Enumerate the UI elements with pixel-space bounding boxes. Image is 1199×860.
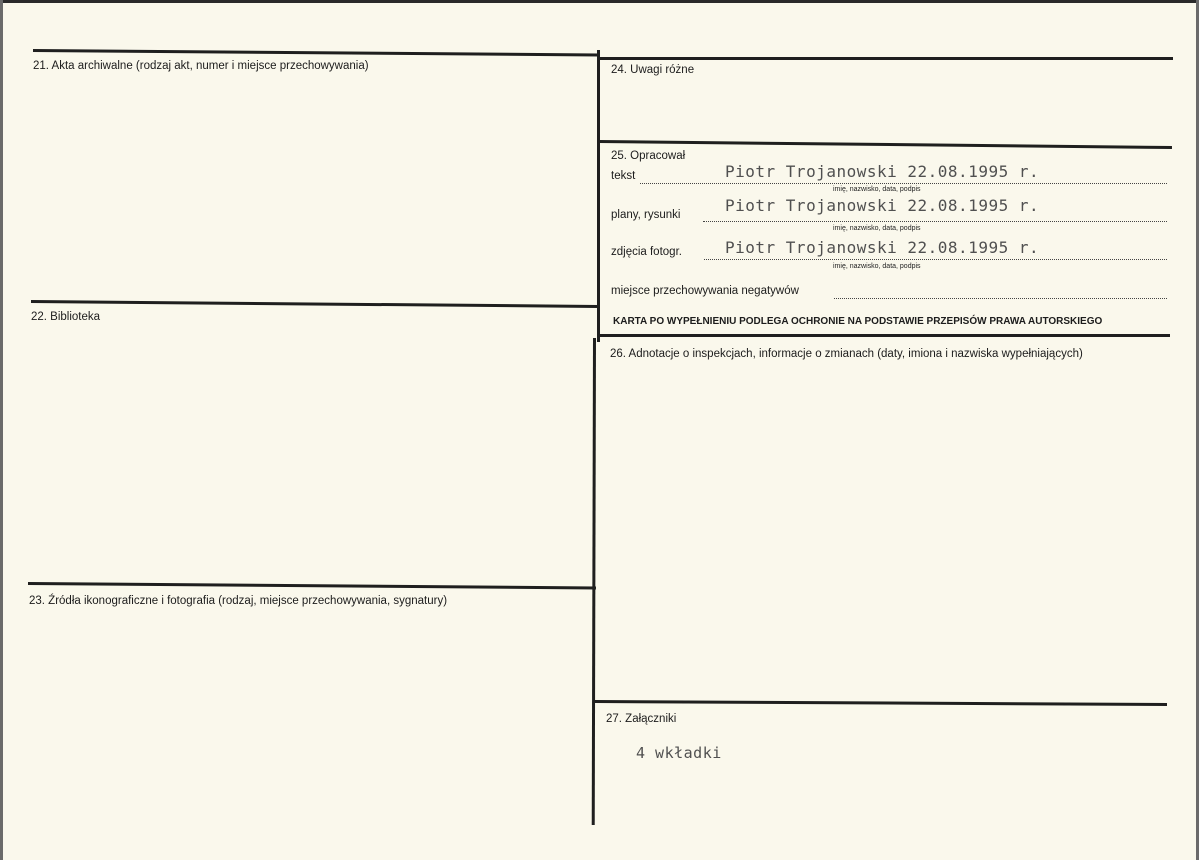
top-rule	[33, 49, 599, 56]
rule-21-22	[31, 300, 598, 308]
rule-22-23	[28, 582, 596, 589]
negatives-line	[834, 298, 1167, 299]
photos-row-value: Piotr Trojanowski 22.08.1995 r.	[725, 238, 1040, 257]
rule-26-27	[595, 700, 1167, 706]
text-row-caption: imię, nazwisko, data, podpis	[833, 186, 921, 193]
text-row-line	[640, 183, 1167, 184]
card-top-edge	[0, 0, 1199, 3]
section-22-label: 22. Biblioteka	[31, 311, 101, 323]
center-divider-lower	[592, 338, 596, 825]
plans-row-line	[703, 221, 1167, 222]
center-divider	[597, 50, 600, 342]
section-24-label: 24. Uwagi różne	[611, 64, 695, 76]
plans-row-label: plany, rysunki	[611, 209, 681, 221]
section-27-label: 27. Załączniki	[606, 713, 677, 725]
card-left-edge	[0, 0, 3, 860]
section-21-label: 21. Akta archiwalne (rodzaj akt, numer i miejsce przechowywania)	[33, 60, 369, 72]
section-23-label: 23. Źródła ikonograficzne i fotografia (rodzaj, miejsce przechowywania, sygnatury)	[29, 595, 448, 607]
rule-24-25	[598, 140, 1172, 149]
top-rule-right	[598, 57, 1173, 60]
photos-row-caption: imię, nazwisko, data, podpis	[833, 263, 921, 270]
photos-row-label: zdjęcia fotogr.	[611, 246, 682, 258]
copyright-notice: KARTA PO WYPEŁNIENIU PODLEGA OCHRONIE NA PODSTAWIE PRZEPISÓW PRAWA AUTORSKIEGO	[613, 316, 1103, 327]
text-row-label: tekst	[611, 170, 636, 182]
plans-row-caption: imię, nazwisko, data, podpis	[833, 225, 921, 232]
attachments-value: 4 wkładki	[636, 744, 722, 762]
rule-25-26	[598, 334, 1170, 337]
photos-row-line	[704, 259, 1167, 260]
text-row-value: Piotr Trojanowski 22.08.1995 r.	[725, 162, 1040, 181]
plans-row-value: Piotr Trojanowski 22.08.1995 r.	[725, 196, 1040, 215]
section-25-label: 25. Opracował	[611, 150, 686, 162]
section-26-label: 26. Adnotacje o inspekcjach, informacje o zmianach (daty, imiona i nazwiska wypełniających)	[610, 348, 1083, 360]
negatives-label: miejsce przechowywania negatywów	[611, 285, 799, 297]
